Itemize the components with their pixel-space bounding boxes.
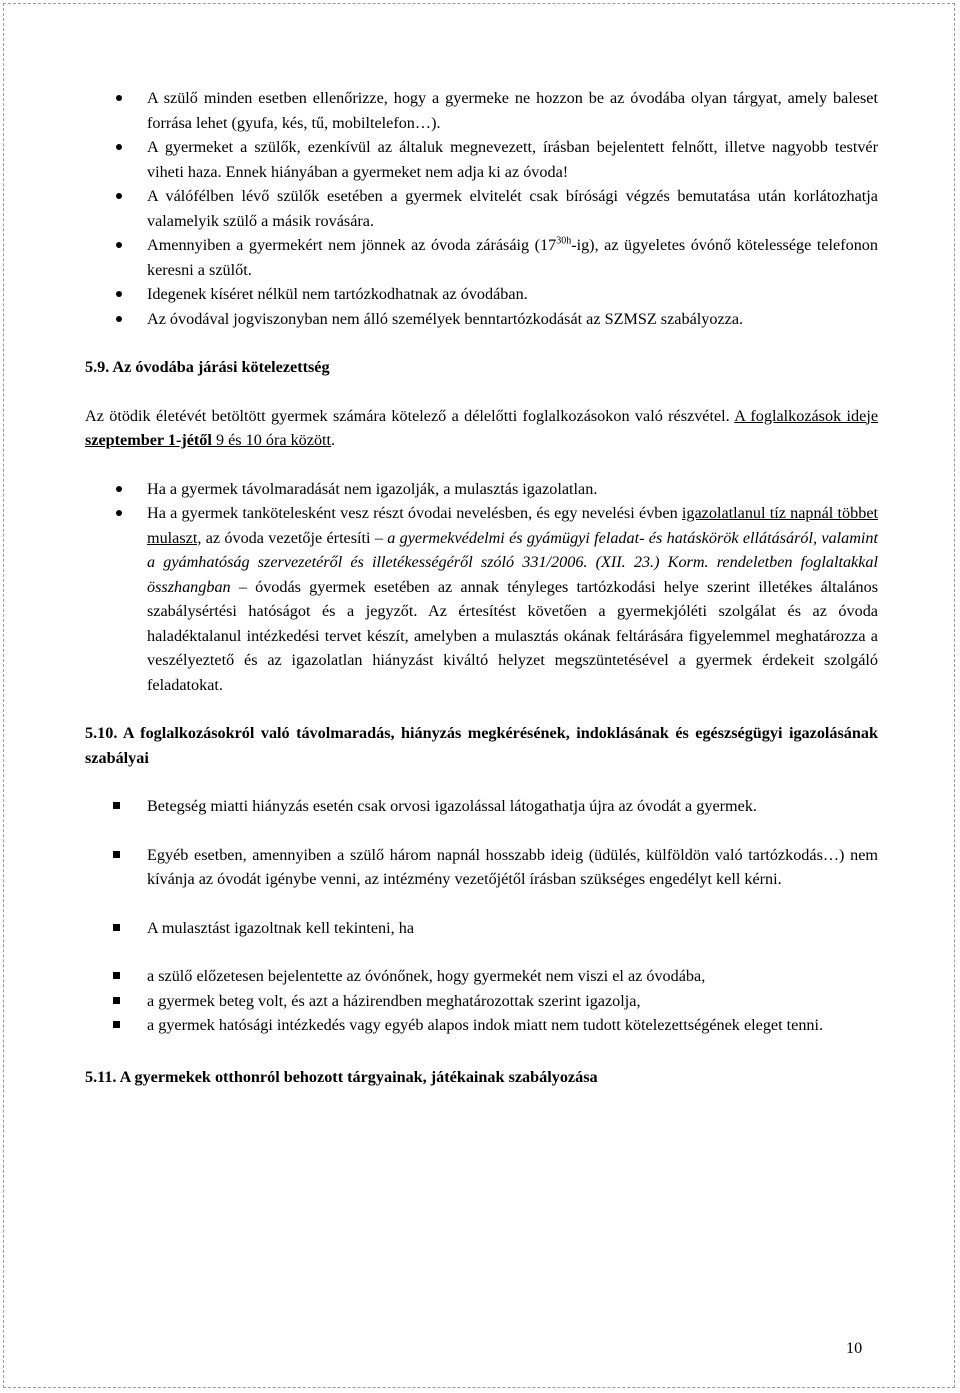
list-item: a gyermek beteg volt, és azt a házirendben meghatározottak szerint igazolja, — [85, 989, 878, 1014]
list-item: Betegség miatti hiányzás esetén csak orvosi igazolással látogathatja újra az óvodát a gyermek. — [85, 794, 878, 819]
list-item: Amennyiben a gyermekért nem jönnek az óvoda zárásáig $(17^{30h}-ig)$, az ügyeletes óvónő kötelessége telefonon keresni a szülőt. — [85, 233, 878, 282]
list-item: Az óvodával jogviszonyban nem álló személyek benntartózkodását az SZMSZ szabályozza. — [85, 307, 878, 332]
document-body — [85, 86, 878, 1089]
section-5-9-bullet-list — [85, 477, 878, 698]
section-heading-5-11: 5.11. A gyermekek otthonról behozott tárgyainak, játékainak szabályozása — [85, 1067, 598, 1086]
list-item: A szülő minden esetben ellenőrizze, hogy a gyermeke ne hozzon be az óvodába olyan tárgyat, amely baleset forrása lehet (gyufa, kés, tű, mobiltelefon…). — [85, 86, 878, 135]
list-item: A válófélben lévő szülők esetében a gyermek elvitelét csak bírósági végzés bemutatása után korlátozhatja valamelyik szülő a másik rovására. — [85, 184, 878, 233]
section-5-10-list — [85, 794, 878, 1038]
list-item: Egyéb esetben, amennyiben a szülő három napnál hosszabb ideig (üdülés, külföldön való tartózkodás…) nem kívánja az óvodát igénybe venni, az intézmény vezetőjétől írásban szükséges engedélyt kell kérni. — [85, 843, 878, 892]
list-item: Ha a gyermek távolmaradását nem igazolják, a mulasztás igazolatlan. — [85, 477, 878, 502]
list-item: a gyermek hatósági intézkedés vagy egyéb alapos indok miatt nem tudott kötelezettségének eleget tenni. — [85, 1013, 878, 1038]
list-item: Ha a gyermek tankötelesként vesz részt óvodai nevelésben, és egy nevelési évben igazolatlanul tíz napnál többet mulaszt, az óvoda vezetője értesíti – a gyermekvédelmi és gyámügyi feladat- és hatáskörök ellátásáról, valamint a gyámhatóság szervezetéről és illetékességéről szóló 331/2006. (XII. 23.) Korm. rendeletben foglaltakkal összhangban – óvodás gyermek esetében az annak tényleges tartózkodási helye szerint illetékes általános szabálysértési hatóságot és a jegyzőt. Az értesítést követően a gyermekjóléti szolgálat és az óvoda haladéktalanul intézkedési tervet készít, amelyben a mulasztás okának feltárására figyelemmel meghatározza a veszélyeztető és az igazolatlan hiányzást kiváltó helyzet megszüntetésével a gyermek érdekeit szolgáló feladatokat. — [85, 501, 878, 697]
list-item: a szülő előzetesen bejelentette az óvónőnek, hogy gyermekét nem viszi el az óvodába, — [85, 964, 878, 989]
superscript-time: 30h — [556, 235, 572, 247]
underlined-text: A foglalkozások ideje szeptember 1-jétől 9 és 10 óra között — [85, 406, 878, 449]
section-heading-5-9: 5.9. Az óvodába járási kötelezettség — [85, 358, 330, 376]
section-5-9-paragraph: Az ötödik életévét betöltött gyermek számára kötelező a délelőtti foglalkozásokon való részvétel. A foglalkozások ideje szeptember 1-jétől 9 és 10 óra között. — [85, 406, 878, 449]
list-item: A mulasztást igazoltnak kell tekinteni, ha — [85, 916, 878, 941]
list-item: Idegenek kíséret nélkül nem tartózkodhatnak az óvodában. — [85, 282, 878, 307]
section-heading-5-10: 5.10. A foglalkozásokról való távolmaradás, hiányzás megkérésének, indoklásának és egészségügyi igazolásának szabályai — [85, 724, 878, 767]
page-number: 10 — [846, 1339, 863, 1357]
list-item: A gyermeket a szülők, ezenkívül az általuk megnevezett, írásban bejelentett felnőtt, illetve nagyobb testvér viheti haza. Ennek hiányában a gyermeket nem adja ki az óvoda! — [85, 135, 878, 184]
intro-bullet-list — [85, 86, 878, 331]
